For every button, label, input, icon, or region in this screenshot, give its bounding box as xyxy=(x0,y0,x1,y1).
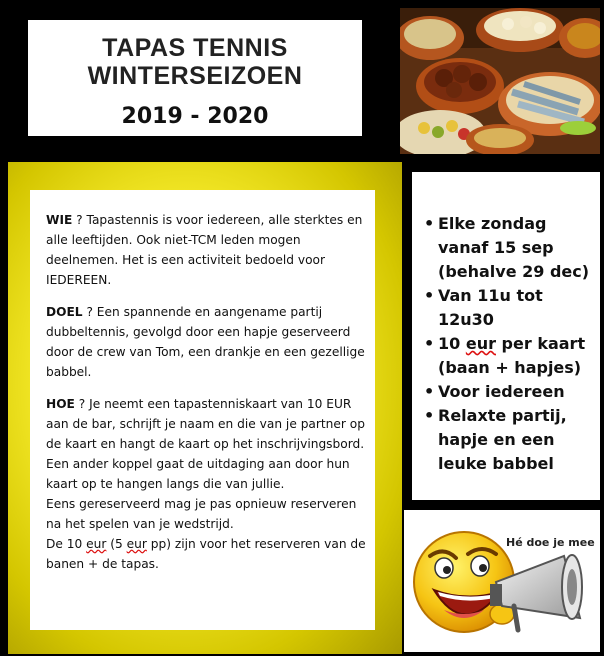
hoe-text-4c: (5 xyxy=(106,537,127,551)
bullet-dot: • xyxy=(424,286,435,305)
cartoon-box xyxy=(404,510,600,652)
bullet-item-time xyxy=(424,284,594,332)
bullet-text: Relaxte partij, hapje en een leuke babbel xyxy=(438,406,567,473)
hoe-text-4a: De 10 xyxy=(46,537,87,551)
wie-text: ? Tapastennis is voor iedereen, alle sterktes en alle leeftijden. Ook niet-TCM leden mogen deelnemen. Het is een activiteit bedoeld voor IEDEREEN. xyxy=(46,213,363,287)
doel-label: DOEL xyxy=(46,305,83,319)
hoe-text-4b: eur xyxy=(86,537,107,551)
bullet-dot: • xyxy=(424,214,435,233)
info-box xyxy=(30,190,375,630)
bullet-text: Elke zondag vanaf 15 sep (behalve 29 dec) xyxy=(438,214,590,281)
speech-text: Hé doe je mee xyxy=(506,536,595,549)
hoe-label: HOE xyxy=(46,397,75,411)
title-box xyxy=(28,20,362,136)
bullets-box xyxy=(412,172,600,500)
hoe-text-4 xyxy=(46,534,369,574)
bullet-text: Van 11u tot 12u30 xyxy=(438,286,543,329)
wie-label: WIE xyxy=(46,213,73,227)
bullet-dot: • xyxy=(424,334,435,353)
hoe-paragraph xyxy=(46,394,369,574)
doel-text: ? Een spannende en aangename partij dubbeltennis, gevolgd door een hapje geserveerd door de crew van Tom, een drankje en een gezellige babbel. xyxy=(46,305,365,379)
tapas-food-photo xyxy=(400,8,600,154)
hoe-text-4e: pp) zijn voor het reserveren van de banen + de tapas. xyxy=(46,537,366,571)
bullet-item-relaxed xyxy=(424,404,594,476)
bullet-item-price xyxy=(424,332,594,380)
bullet-item-everyone xyxy=(424,380,594,404)
bullet-dot: • xyxy=(424,382,435,401)
bullet-text-b: eur xyxy=(465,334,496,353)
doel-paragraph xyxy=(46,302,369,382)
bullet-dot: • xyxy=(424,406,435,425)
bullet-item-sunday xyxy=(424,212,594,284)
hoe-text-3: Eens gereserveerd mag je pas opnieuw reserveren na het spelen van je wedstrijd. xyxy=(46,497,357,531)
season-label: 2019 - 2020 xyxy=(121,104,269,129)
megaphone-smiley-icon xyxy=(404,510,600,652)
hoe-text-1: ? Je neemt een tapastenniskaart van 10 EUR aan de bar, schrijft je naam en die van je partner op de kaart en hangt de kaart op het inschrijvingsbord. xyxy=(46,397,365,451)
wie-paragraph xyxy=(46,210,369,290)
title-line-1: TAPAS TENNIS xyxy=(102,34,288,62)
bullet-text: Voor iedereen xyxy=(438,382,565,401)
tapas-food-illustration xyxy=(400,8,600,154)
title-line-2: WINTERSEIZOEN xyxy=(87,62,303,90)
bullet-text-c: per kaart (baan + hapjes) xyxy=(438,334,586,377)
bullet-text-a: 10 xyxy=(438,334,466,353)
hoe-text-4d: eur xyxy=(126,537,147,551)
hoe-text-2: Een ander koppel gaat de uitdaging aan door hun kaart op te hangen langs die van jullie. xyxy=(46,457,350,491)
